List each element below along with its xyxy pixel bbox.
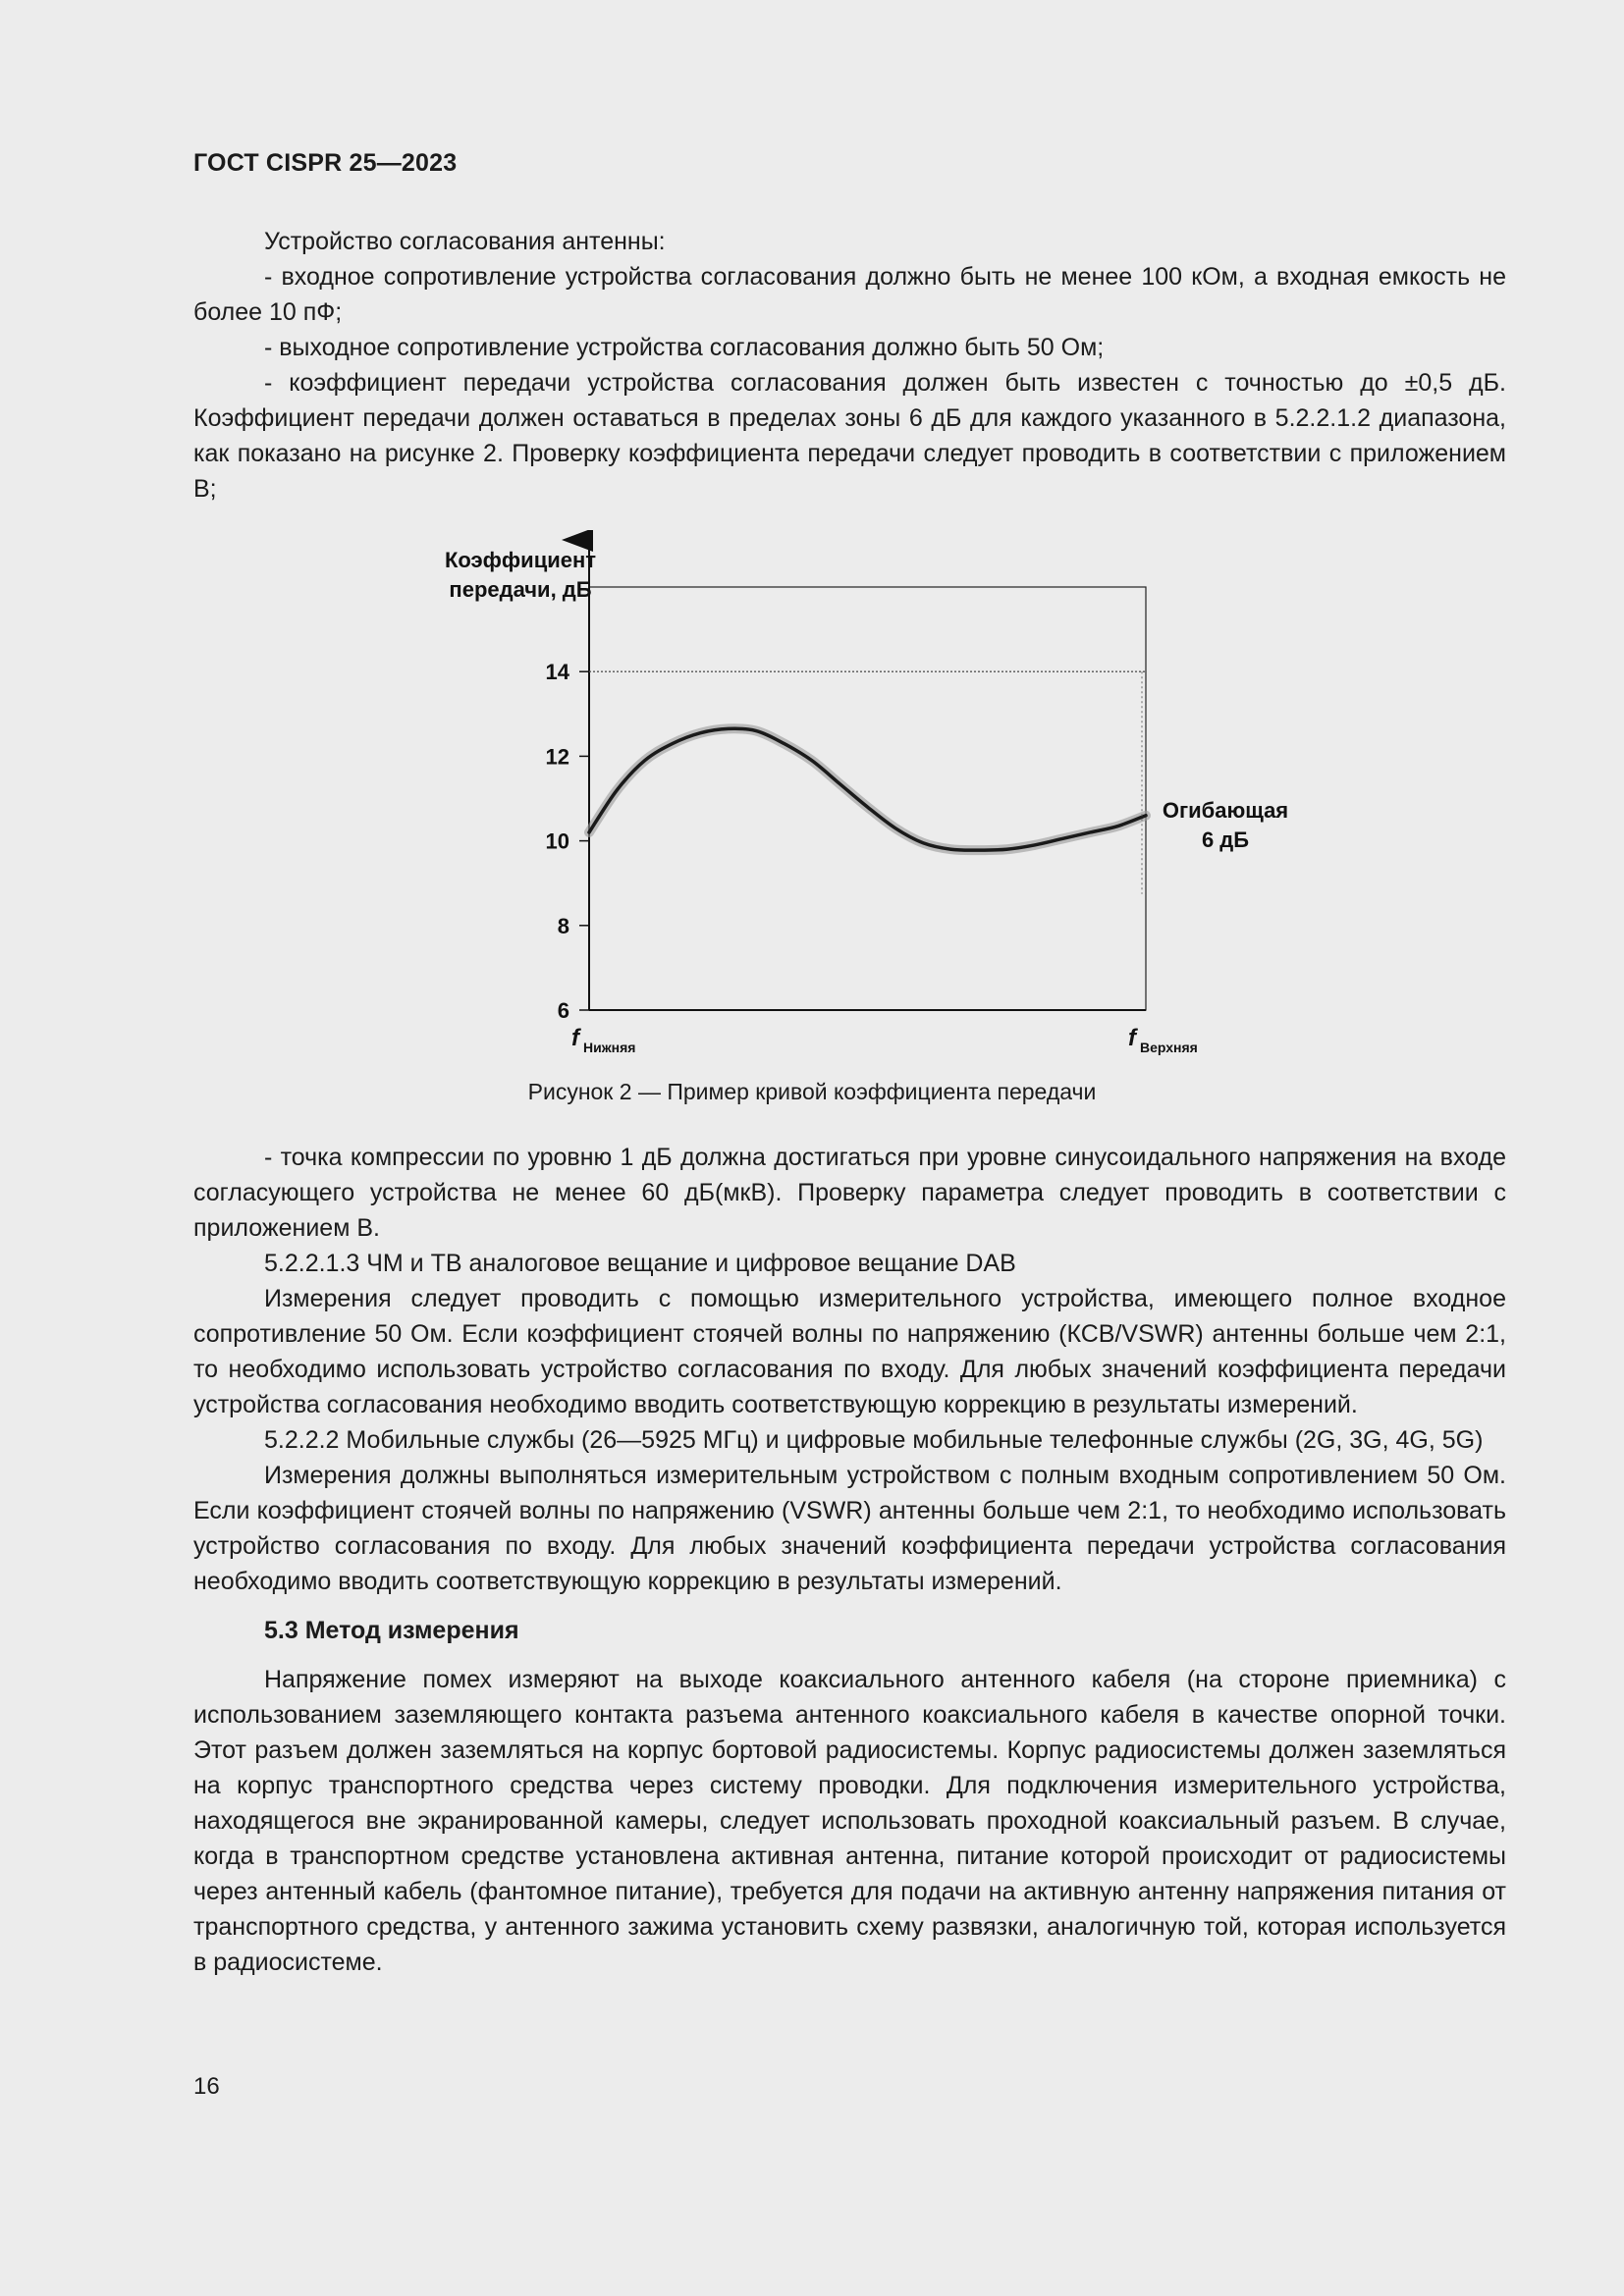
text-block-bottom [193, 1140, 1506, 1980]
y-tick-label: 10 [545, 828, 569, 854]
paragraph: Напряжение помех измеряют на выходе коаксиального антенного кабеля (на стороне приемника) с использованием заземляющего контакта разъема антенного коаксиального кабеля в качестве опорной точки. Этот разъем должен заземляться на корпус бортовой радиосистемы. Корпус радиосистемы должен заземляться на корпус транспортного средства через систему проводки. Для подключения измерительного устройства, находящегося вне экранированной камеры, следует использовать проходной коаксиальный разъем. В случае, когда в транспортном средстве установлена активная антенна, питание которой происходит от радиосистемы через антенный кабель (фантомное питание), требуется для подачи на активную антенну напряжения питания от транспортного средства, у антенного зажима установить схему развязки, аналогичную той, которая используется в радиосистеме. [193, 1666, 1506, 1976]
envelope-annotation: Огибающая [1162, 798, 1289, 823]
paragraph: - коэффициент передачи устройства согласования должен быть известен с точностью до ±0,5 дБ. Коэффициент передачи должен оставаться в пределах зоны 6 дБ для каждого указанного в 5.2.2.1.2 диапазона, как показано на рисунке 2. Проверку коэффициента передачи следует проводить в соответствии с приложением B; [193, 369, 1506, 503]
paragraph: Измерения следует проводить с помощью измерительного устройства, имеющего полное входное сопротивление 50 Ом. Если коэффициент стоячей волны по напряжению (КСВ/VSWR) антенны больше чем 2:1, то необходимо использовать устройство согласования по входу. Для любых значений коэффициента передачи устройства согласования необходимо вводить соответствующую коррекцию в результаты измерений. [193, 1285, 1506, 1418]
y-axis-label: передачи, дБ [449, 577, 592, 602]
paragraph: Устройство согласования антенны: [264, 228, 666, 255]
curve-halo [589, 728, 1146, 850]
x-tick-label-subscript: Верхняя [1140, 1040, 1198, 1055]
transfer-coefficient-chart [373, 530, 1316, 1070]
paragraph: - входное сопротивление устройства согласования должно быть не менее 100 кОм, а входная емкость не более 10 пФ; [193, 263, 1506, 326]
y-tick-label: 8 [557, 913, 569, 938]
section-heading: 5.3 Метод измерения [264, 1617, 519, 1644]
x-tick-label: f [1128, 1025, 1136, 1051]
envelope-annotation: 6 дБ [1201, 828, 1250, 852]
paragraph: - выходное сопротивление устройства согласования должно быть 50 Ом; [264, 334, 1105, 361]
paragraph: Измерения должны выполняться измерительным устройством с полным входным сопротивлением 50 Ом. Если коэффициент стоячей волны по напряжению (VSWR) антенны больше чем 2:1, то необходимо использовать устройство согласования по входу. Для любых значений коэффициента передачи устройства согласования необходимо вводить соответствующую коррекцию в результаты измерений. [193, 1462, 1506, 1595]
y-tick-label: 14 [545, 660, 569, 685]
plot-frame [589, 587, 1146, 1010]
y-tick-label: 6 [557, 998, 569, 1023]
page-number: 16 [193, 2073, 220, 2100]
x-tick-label-subscript: Нижняя [583, 1040, 636, 1055]
page-header: ГОСТ CISPR 25—2023 [193, 149, 458, 177]
clause-heading: 5.2.2.1.3 ЧМ и ТВ аналоговое вещание и цифровое вещание DAB [264, 1250, 1016, 1277]
y-axis-label: Коэффициент [444, 548, 597, 572]
figure-caption: Рисунок 2 — Пример кривой коэффициента передачи [527, 1079, 1097, 1104]
paragraph: - точка компрессии по уровню 1 дБ должна достигаться при уровне синусоидального напряжения на входе согласующего устройства не менее 60 дБ(мкВ). Проверку параметра следует проводить в соответствии с приложением B. [193, 1144, 1506, 1242]
text-block-top [193, 224, 1506, 507]
clause-heading: 5.2.2.2 Мобильные службы (26—5925 МГц) и цифровые мобильные телефонные службы (2G, 3G, 4G, 5G) [264, 1426, 1484, 1454]
x-tick-label: f [571, 1025, 579, 1051]
y-tick-label: 12 [545, 744, 569, 770]
